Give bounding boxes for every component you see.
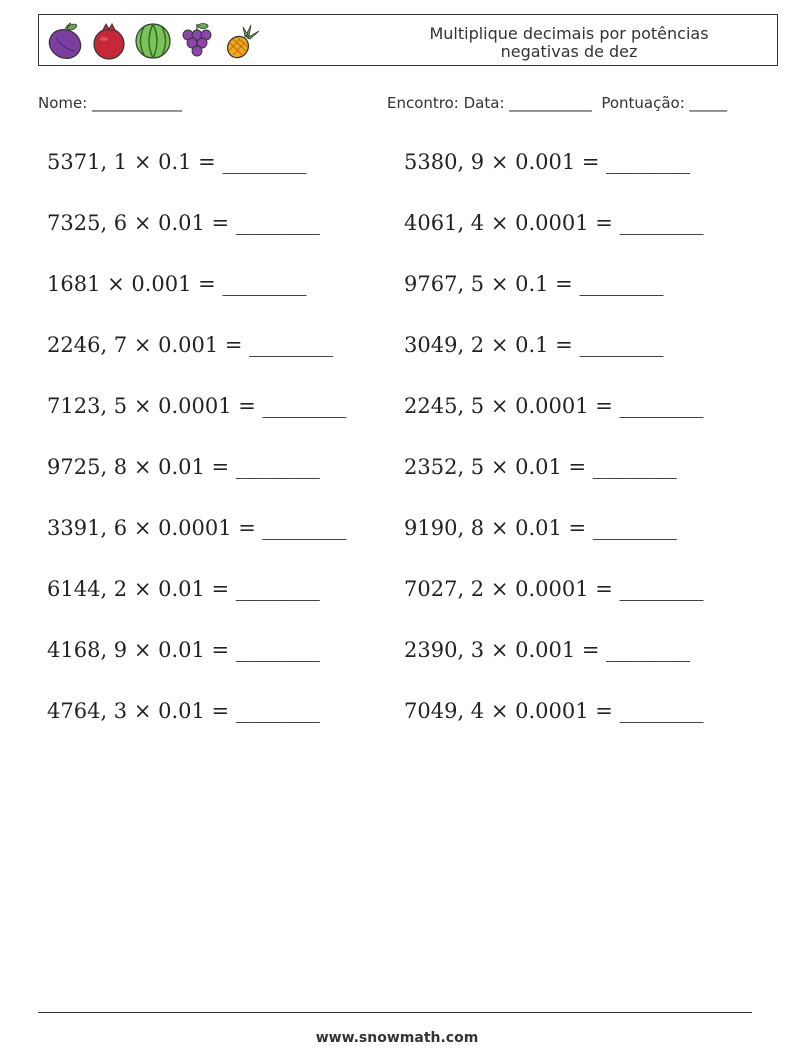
name-field: Nome: ____________ (38, 94, 183, 112)
problem-right-9: 2390, 3 × 0.001 = ________ (404, 638, 691, 662)
problem-left-1: 5371, 1 × 0.1 = ________ (47, 150, 307, 174)
problem-right-1: 5380, 9 × 0.001 = ________ (404, 150, 691, 174)
problem-right-6: 2352, 5 × 0.01 = ________ (404, 455, 677, 479)
problem-right-7: 9190, 8 × 0.01 = ________ (404, 516, 677, 540)
problem-left-10: 4764, 3 × 0.01 = ________ (47, 699, 320, 723)
problem-right-4: 3049, 2 × 0.1 = ________ (404, 333, 664, 357)
problem-left-5: 7123, 5 × 0.0001 = ________ (47, 394, 347, 418)
page-title-line-2: negativas de dez (500, 42, 638, 61)
problem-left-4: 2246, 7 × 0.001 = ________ (47, 333, 334, 357)
problem-right-2: 4061, 4 × 0.0001 = ________ (404, 211, 704, 235)
problem-right-10: 7049, 4 × 0.0001 = ________ (404, 699, 704, 723)
page-title-line-1: Multiplique decimais por potências (429, 24, 709, 43)
footer-url: www.snowmath.com (315, 1030, 479, 1046)
problem-right-8: 7027, 2 × 0.0001 = ________ (404, 577, 704, 601)
footer-divider (38, 1012, 752, 1013)
problem-left-8: 6144, 2 × 0.01 = ________ (47, 577, 320, 601)
problem-left-2: 7325, 6 × 0.01 = ________ (47, 211, 320, 235)
problem-left-7: 3391, 6 × 0.0001 = ________ (47, 516, 347, 540)
problem-left-9: 4168, 9 × 0.01 = ________ (47, 638, 320, 662)
score-field: Pontuação: _____ (601, 94, 728, 112)
problem-right-5: 2245, 5 × 0.0001 = ________ (404, 394, 704, 418)
problem-right-3: 9767, 5 × 0.1 = ________ (404, 272, 664, 296)
problem-left-3: 1681 × 0.001 = ________ (47, 272, 307, 296)
date-field: Encontro: Data: ___________ (387, 94, 592, 112)
problem-left-6: 9725, 8 × 0.01 = ________ (47, 455, 320, 479)
